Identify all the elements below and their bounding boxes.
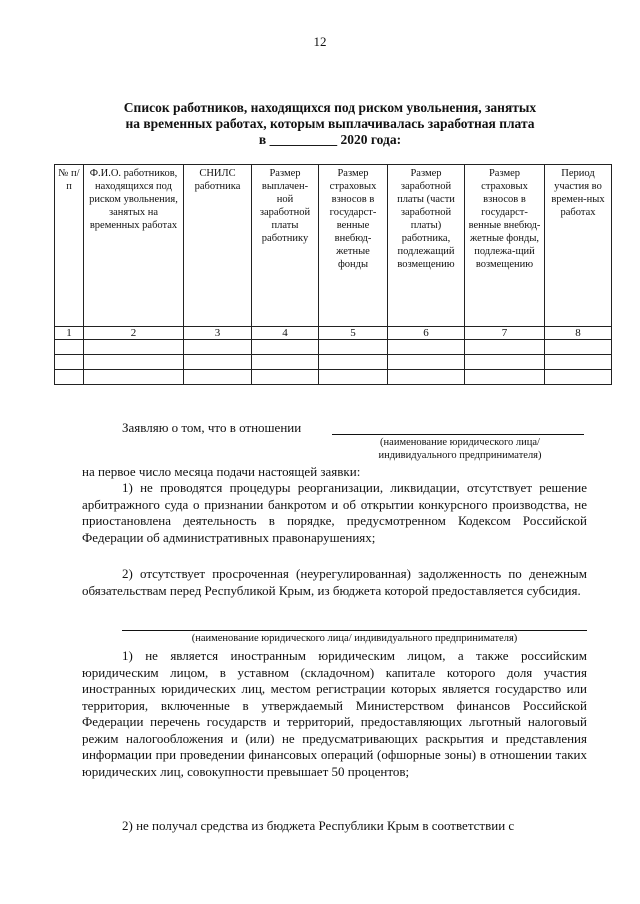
col-number-1: 1 — [55, 327, 84, 340]
col-number-3: 3 — [184, 327, 252, 340]
col-header-contributions-reimbursed: Размер страховых взносов в государст-венные внебюд-жетные фонды, подлежа-щий возмещению — [465, 165, 545, 327]
table-row — [55, 370, 612, 385]
document-title — [60, 100, 600, 148]
col-header-fio: Ф.И.О. работников, находящихся под риском увольнения, занятых на временных работах — [84, 165, 184, 327]
col-header-salary-paid: Размер выплачен-ной заработной платы работнику — [252, 165, 319, 327]
second-condition-item-1: 1) не является иностранным юридическим лицом, а также российским юридическим лицом, в уставном (складочном) капитале которого доля участия иностранных юридических лиц, местом регистрации которых является государство или территория, включенные в утверждаемый Министерством финансов Российской Федерации перечень государств и территорий, предоставляющих льготный налоговый режим налогообложения и (или) не предусматривающих раскрытия и представления информации при проведении финансовых операций (офшорные зоны) в отношении таких юридических лиц, совокупности превышает 50 процентов; — [82, 648, 587, 779]
condition-item-2: 2) отсутствует просроченная (неурегулированная) задолженность по денежным обязательствам перед Республикой Крым, из бюджета которой предоставляется субсидия. — [82, 566, 587, 598]
col-header-period: Период участия во времен-ных работах — [545, 165, 612, 327]
col-number-8: 8 — [545, 327, 612, 340]
col-number-6: 6 — [388, 327, 465, 340]
title-line-2: на временных работах, которым выплачивалась заработная плата — [125, 116, 535, 131]
entity-name-caption-2: (наименование юридического лица/ индивидуального предпринимателя) — [191, 633, 518, 644]
col-header-snils: СНИЛС работника — [184, 165, 252, 327]
entity-name-blank-line-2 — [122, 630, 587, 631]
declaration-text: Заявляю о том, что в отношении — [122, 420, 302, 435]
page-number: 12 — [313, 34, 327, 49]
col-header-insurance-contributions: Размер страховых взносов в государст-венные внебюд-жетные фонды — [319, 165, 388, 327]
col-number-5: 5 — [319, 327, 388, 340]
second-condition-item-2: 2) не получал средства из бюджета Республики Крым в соответствии с — [122, 818, 515, 833]
title-line-3: в __________ 2020 года: — [258, 132, 402, 147]
entity-name-caption: (наименование юридического лица/ индивидуального предпринимателя) — [378, 437, 542, 461]
col-header-number: № п/п — [55, 165, 84, 327]
col-number-2: 2 — [84, 327, 184, 340]
col-number-4: 4 — [252, 327, 319, 340]
col-header-salary-reimbursed: Размер заработной платы (части заработной платы) работника, подлежащий возмещению — [388, 165, 465, 327]
entity-name-blank-line — [332, 434, 584, 435]
table-header-row — [55, 165, 612, 327]
col-number-7: 7 — [465, 327, 545, 340]
workers-table — [54, 164, 612, 385]
title-line-1: Список работников, находящихся под риском увольнения, занятых — [123, 100, 537, 115]
condition-item-1: 1) не проводятся процедуры реорганизации, ликвидации, отсутствует решение арбитражного суда о признании банкротом и об открытии конкурсного производства, не приостановлена деятельность в порядке, предусмотренном Кодексом Российской Федерации об административных правонарушениях; — [82, 480, 587, 545]
table-numbering-row — [55, 327, 612, 340]
table-row — [55, 355, 612, 370]
intro-paragraph: на первое число месяца подачи настоящей заявки: — [82, 464, 361, 479]
table-row — [55, 340, 612, 355]
